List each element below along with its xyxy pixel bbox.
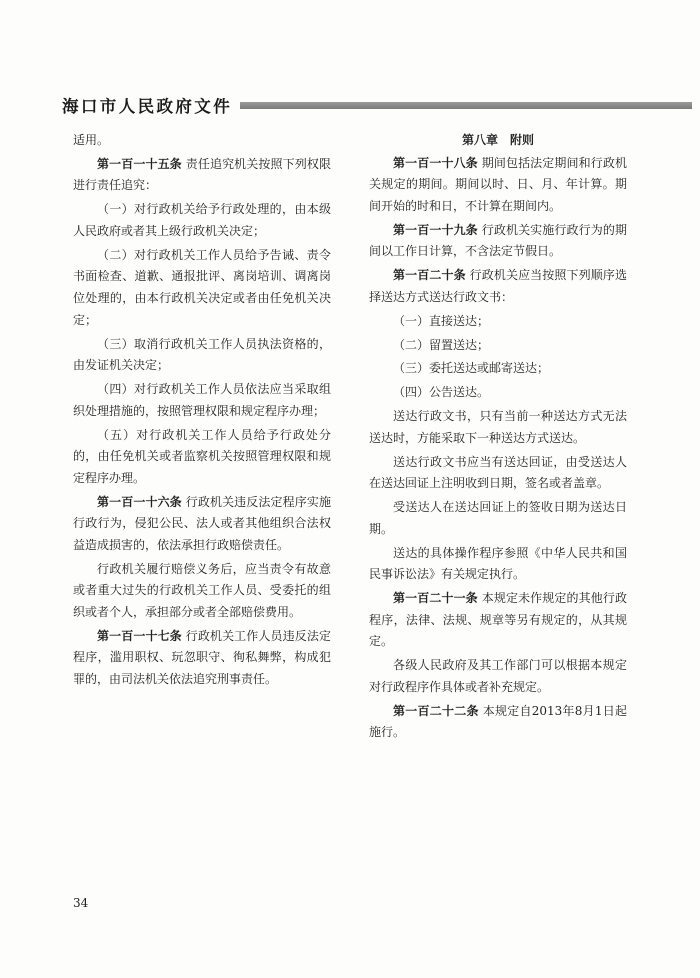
article-text: 行政机关应当按照下列顺序选择送达方式送达行政文书： [369,268,627,304]
right-column [369,130,627,746]
paragraph: 送达的具体操作程序参照《中华人民共和国民事诉讼法》有关规定执行。 [369,545,627,582]
article-text: 行政机关违反法定程序实施行政行为，侵犯公民、法人或者其他组织合法权益造成损害的，依法承担行政赔偿责任。 [73,494,331,552]
article-title: 第一百一十八条 [393,155,478,170]
article-116 [73,492,331,557]
list-item: （五）对行政机关工作人员给予行政处分的，由任免机关或者监察机关按照管理权限和规定程序办理。 [73,427,331,485]
article-122 [369,701,627,744]
article-text: 责任追究机关按照下列权限进行责任追究： [73,156,331,193]
article-title: 第一百二十条 [393,268,466,283]
article-title: 第一百一十六条 [97,494,182,509]
article-text: 期间包括法定期间和行政机关规定的期间。期间以时、日、月、年计算。期间开始的时和日，不计算在期间内。 [369,155,627,213]
list-item: （一）直接送达； [393,313,490,328]
article-118 [369,153,627,218]
article-title: 第一百一十七条 [97,628,182,643]
article-119 [369,220,627,263]
article-121 [369,588,627,653]
article-text: 本规定自2013年8月1日起施行。 [369,703,627,740]
paragraph: 送达行政文书，只有当前一种送达方式无法送达时，方能采取下一种送达方式送达。 [369,409,627,445]
header-rule [240,102,692,109]
list-item: （二）留置送达； [393,337,490,352]
article-text: 行政机关实施行政行为的期间以工作日计算，不含法定节假日。 [369,222,627,259]
article-text: 行政机关工作人员违反法定程序，滥用职权、玩忽职守、徇私舞弊，构成犯罪的，由司法机关依法追究刑事责任。 [73,628,331,686]
page-number: 34 [73,896,89,910]
paragraph: 送达行政文书应当有送达回证，由受送达人在送达回证上注明收到日期，签名或者盖章。 [369,454,627,491]
article-text: 本规定未作规定的其他行政程序，法律、法规、规章等另有规定的，从其规定。 [369,591,627,649]
article-title: 第一百一十五条 [97,156,182,171]
chapter-heading: 第八章 附则 [461,133,534,147]
list-item: （四）公告送达。 [393,385,490,400]
list-item: （三）取消行政机关工作人员执法资格的，由发证机关决定； [73,336,331,373]
page-header [62,96,638,120]
article-120 [369,265,627,308]
paragraph: 适用。 [73,133,110,147]
article-115 [73,154,331,197]
left-column [73,130,331,693]
paragraph: 各级人民政府及其工作部门可以根据本规定对行政程序作具体或者补充规定。 [369,658,627,694]
article-117 [73,626,331,691]
list-item: （四）对行政机关工作人员依法应当采取组织处理措施的，按照管理权限和规定程序办理； [73,382,331,418]
list-item: （一）对行政机关给予行政处理的，由本级人民政府或者其上级行政机关决定； [73,202,331,238]
article-title: 第一百二十二条 [393,703,479,718]
header-title: 海口市人民政府文件 [62,97,233,116]
list-item: （三）委托送达或邮寄送达； [393,361,550,376]
article-title: 第一百二十一条 [393,591,478,606]
paragraph: 受送达人在送达回证上的签收日期为送达日期。 [369,500,627,536]
paragraph: 行政机关履行赔偿义务后，应当责令有故意或者重大过失的行政机关工作人员、受委托的组织或者个人，承担部分或者全部赔偿费用。 [73,561,331,619]
list-item: （二）对行政机关工作人员给予告诫、责令书面检查、道歉、通报批评、离岗培训、调离岗位处理的，由本行政机关决定或者由任免机关决定； [73,247,331,327]
article-title: 第一百一十九条 [393,222,478,237]
